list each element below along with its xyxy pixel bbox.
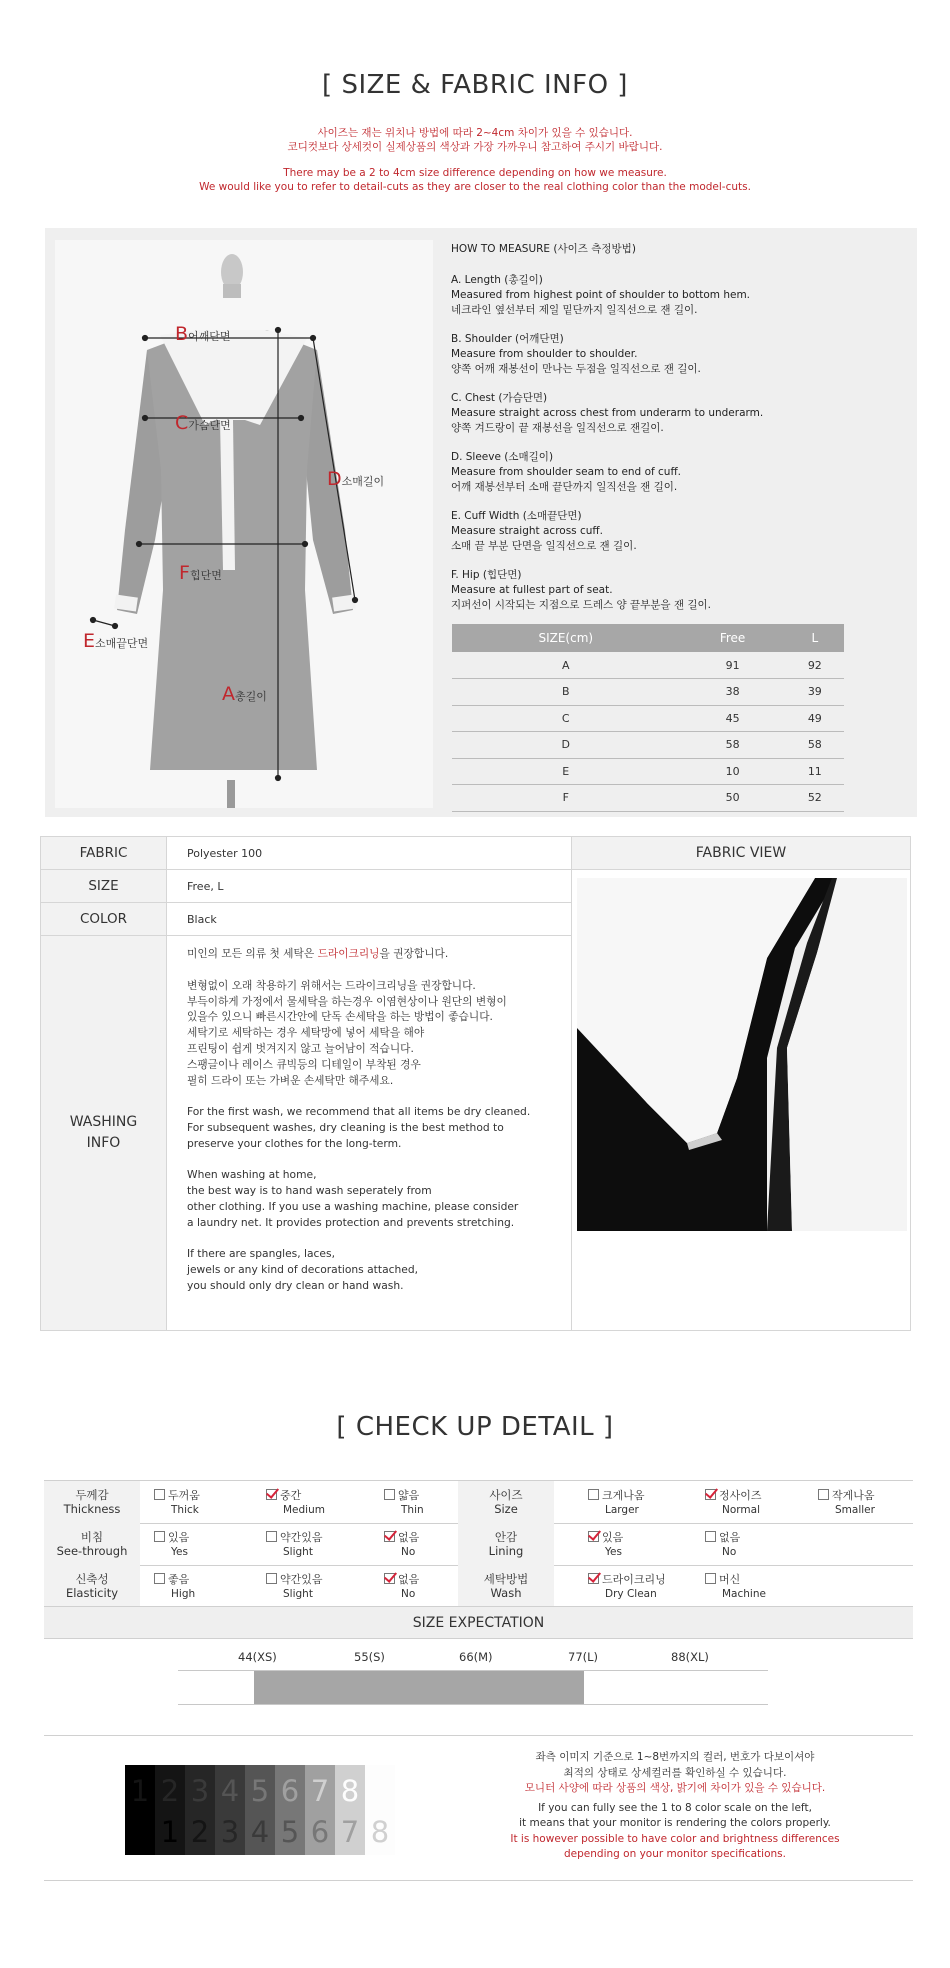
measure-item-e: E. Cuff Width (소매끝단면) Measure straight across cuff. 소매 끝 부분 단면을 일직선으로 잰 길이.	[451, 510, 637, 552]
option-label-ko: 없음	[398, 1531, 420, 1544]
check-option-normal[interactable]	[705, 1489, 762, 1517]
check-option-smaller[interactable]	[818, 1489, 875, 1517]
color-swatch: 6 5	[275, 1765, 305, 1855]
check-label-ko: 세탁방법	[483, 1572, 529, 1586]
checked-checkbox-icon[interactable]	[588, 1531, 599, 1542]
color-note-en-red-2: depending on your monitor specifications.	[564, 1848, 786, 1860]
check-option-dry-clean[interactable]	[588, 1573, 666, 1601]
option-label-en: Yes	[605, 1546, 622, 1558]
size-scale-l: 77(L)	[568, 1650, 599, 1664]
option-label-en: Slight	[283, 1588, 313, 1600]
color-scale	[125, 1765, 397, 1855]
checkbox-icon[interactable]	[266, 1573, 277, 1584]
color-note-en-2: it means that your monitor is rendering the colors properly.	[519, 1817, 831, 1829]
size-scale-xl: 88(XL)	[671, 1650, 709, 1664]
option-label-en: Normal	[722, 1504, 760, 1516]
check-option-thick[interactable]	[154, 1489, 200, 1517]
size-notes-en	[0, 166, 950, 194]
option-label-en: Smaller	[835, 1504, 875, 1516]
size-value: Free, L	[166, 869, 572, 903]
check-label-ko: 두께감	[75, 1488, 109, 1502]
check-label-en: Thickness	[63, 1502, 121, 1516]
color-swatch: 3 2	[185, 1765, 215, 1855]
size-label: SIZE	[40, 869, 167, 903]
check-option-slight[interactable]	[266, 1531, 323, 1559]
table-row: F 50 52	[452, 785, 844, 812]
table-row: D 58 58	[452, 732, 844, 759]
check-label-thickness	[44, 1481, 140, 1523]
color-value: Black	[166, 902, 572, 936]
checked-checkbox-icon[interactable]	[705, 1489, 716, 1500]
check-option-slight[interactable]	[266, 1573, 323, 1601]
check-option-machine[interactable]	[705, 1573, 766, 1601]
check-option-yes[interactable]	[588, 1531, 623, 1559]
check-option-high[interactable]	[154, 1573, 195, 1601]
color-swatch: 7 6	[305, 1765, 335, 1855]
washing-text: 변형없이 오래 착용하기 위해서는 드라이크리닝을 권장합니다. 부득이하게 가정에서 물세탁을 하는경우 이염현상이나 원단의 변형이 있을수 있으니 빠른시간안에 단독 손세탁을 하는 방법이 좋습니다. 세탁기로 세탁하는 경우 세탁망에 넣어 세탁을 해야 프린팅이 쉽게 벗겨지지 않고 늘어남이 적습니다. 스팽글이나 레이스 큐빅등의 디테일이 부착된 경우 필히 드라이 또는 가벼운 손세탁만 해주세요. For the first wash, we recommend that all items be dry cleaned. For subsequent washes, dry cleaning is the best method to preserve your clothes for the long-term. When washing at home, the best way is to hand wash seperately from other clothing. If you use a washing machine, please consider a laundry net. It provides protection and prevents stretching. If there are spangles, laces, jewels or any kind of decorations attached, you should only dry clean or hand wash.	[187, 978, 531, 1292]
option-label-ko: 작게나옴	[832, 1489, 875, 1502]
table-row: E 10 11	[452, 758, 844, 785]
color-note-en-red-1: It is however possible to have color and brightness differences	[510, 1832, 840, 1845]
table-row: A 91 92	[452, 652, 844, 679]
size-scale-xs: 44(XS)	[238, 1650, 277, 1664]
color-swatch: 1	[125, 1765, 155, 1855]
checkbox-icon[interactable]	[154, 1573, 165, 1584]
fabric-info-table	[40, 836, 911, 1331]
measure-item-c: C. Chest (가슴단면) Measure straight across chest from underarm to underarm. 양쪽 겨드랑이 끝 재봉선을 일직선으로 잰길이.	[451, 392, 764, 434]
color-label: COLOR	[40, 902, 167, 936]
check-label-ko: 사이즈	[489, 1488, 523, 1502]
option-label-ko: 있음	[168, 1531, 190, 1544]
checkbox-icon[interactable]	[384, 1489, 395, 1500]
option-label-ko: 얇음	[398, 1489, 420, 1502]
option-label-en: Machine	[722, 1588, 766, 1600]
option-label-en: Dry Clean	[605, 1588, 657, 1600]
option-label-ko: 좋음	[168, 1573, 190, 1586]
note-en-2: We would like you to refer to detail-cuts as they are closer to the real clothing color than the model-cuts.	[199, 181, 751, 193]
option-label-en: Medium	[283, 1504, 325, 1516]
header-l: L	[786, 624, 844, 652]
color-note-ko-1: 좌측 이미지 기준으로 1~8번까지의 컬러, 번호가 다보이셔야	[535, 1751, 815, 1763]
check-label-en: Size	[494, 1502, 518, 1516]
check-label-en: Lining	[488, 1544, 524, 1558]
how-to-measure-heading: HOW TO MEASURE (사이즈 측정방법)	[451, 243, 636, 255]
label-f: F힙단면	[179, 562, 222, 584]
measure-item-f: F. Hip (힙단면) Measure at fullest part of seat. 지퍼선이 시작되는 지점으로 드레스 양 끝부분을 잰 길이.	[451, 569, 711, 611]
color-note-ko-2: 최적의 상태로 상세컬러를 확인하실 수 있습니다.	[563, 1766, 787, 1779]
option-label-ko: 크게나옴	[602, 1489, 645, 1502]
check-label-size	[458, 1481, 554, 1523]
checked-checkbox-icon[interactable]	[266, 1489, 277, 1500]
option-label-ko: 중간	[280, 1489, 302, 1502]
checkbox-icon[interactable]	[266, 1531, 277, 1542]
color-swatch: 2 1	[155, 1765, 185, 1855]
color-swatch: 8 7	[335, 1765, 365, 1855]
fabric-view-image	[577, 878, 907, 1231]
size-table	[452, 624, 844, 812]
option-label-ko: 약간있음	[280, 1531, 323, 1544]
check-label-ko: 신축성	[75, 1572, 109, 1586]
dress-diagram-svg	[55, 240, 433, 808]
note-en-1: There may be a 2 to 4cm size difference depending on how we measure.	[283, 167, 667, 179]
check-label-en: See-through	[56, 1544, 128, 1558]
size-diagram	[55, 240, 433, 808]
check-label-lining	[458, 1523, 554, 1565]
option-label-en: No	[401, 1546, 416, 1558]
size-expectation-label: SIZE EXPECTATION	[44, 1606, 913, 1639]
option-label-ko: 없음	[398, 1573, 420, 1586]
option-label-ko: 약간있음	[280, 1573, 323, 1586]
page-title: [ SIZE & FABRIC INFO ]	[322, 70, 628, 100]
check-label-ko: 안감	[494, 1530, 518, 1544]
option-label-en: No	[401, 1588, 416, 1600]
option-label-ko: 두꺼움	[168, 1489, 200, 1502]
color-swatch: 8	[365, 1765, 395, 1855]
size-table-header	[452, 624, 844, 652]
fabric-value: Polyester 100	[166, 836, 572, 870]
check-label-see-through	[44, 1523, 140, 1565]
color-note-en-1: If you can fully see the 1 to 8 color scale on the left,	[538, 1801, 812, 1814]
option-label-en: Yes	[171, 1546, 188, 1558]
checkbox-icon[interactable]	[705, 1573, 716, 1584]
check-label-wash	[458, 1565, 554, 1607]
size-notes-ko	[0, 126, 950, 154]
check-option-medium[interactable]	[266, 1489, 325, 1517]
fabric-view-label: FABRIC VIEW	[571, 836, 911, 870]
check-label-en: Wash	[490, 1586, 522, 1600]
option-label-en: Larger	[605, 1504, 639, 1516]
label-d: D소매길이	[327, 468, 385, 490]
note-ko-2: 코디컷보다 상세컷이 실제상품의 색상과 가장 가까우니 참고하여 주시기 바랍니다.	[287, 141, 663, 153]
label-e: E소매끝단면	[83, 630, 149, 652]
color-swatch: 4 3	[215, 1765, 245, 1855]
checkbox-icon[interactable]	[818, 1489, 829, 1500]
option-label-ko: 있음	[602, 1531, 624, 1544]
option-label-ko: 정사이즈	[719, 1489, 762, 1502]
check-option-larger[interactable]	[588, 1489, 645, 1517]
note-ko-1: 사이즈는 재는 위치나 방법에 따라 2~4cm 차이가 있을 수 있습니다.	[317, 127, 633, 139]
check-label-ko: 비침	[80, 1530, 104, 1544]
label-b: B어깨단면	[175, 323, 231, 345]
checked-checkbox-icon[interactable]	[588, 1573, 599, 1584]
how-to-measure	[451, 242, 851, 627]
size-range-bar	[254, 1671, 584, 1704]
header-size: SIZE(cm)	[452, 624, 680, 652]
color-scale-notes	[440, 1750, 910, 1863]
checked-checkbox-icon[interactable]	[384, 1531, 395, 1542]
check-option-yes[interactable]	[154, 1531, 189, 1559]
check-option-no[interactable]	[384, 1531, 419, 1559]
check-option-thin[interactable]	[384, 1489, 424, 1517]
washing-intro: 미인의 모든 의류 첫 세탁은 드라이크리닝을 권장합니다.	[187, 947, 449, 960]
option-label-en: High	[171, 1588, 196, 1600]
checkbox-icon[interactable]	[154, 1531, 165, 1542]
check-label-en: Elasticity	[65, 1586, 119, 1600]
check-option-no[interactable]	[384, 1573, 419, 1601]
table-row: C 45 49	[452, 705, 844, 732]
table-row: B 38 39	[452, 679, 844, 706]
header-free: Free	[680, 624, 786, 652]
fabric-label: FABRIC	[40, 836, 167, 870]
check-option-no[interactable]	[705, 1531, 740, 1559]
option-label-en: Slight	[283, 1546, 313, 1558]
option-label-ko: 없음	[719, 1531, 741, 1544]
washing-info	[166, 935, 572, 1331]
check-label-elasticity	[44, 1565, 140, 1607]
option-label-ko: 드라이크리닝	[602, 1573, 666, 1586]
check-up-title: [ CHECK UP DETAIL ]	[336, 1412, 614, 1442]
label-c: C가슴단면	[175, 412, 231, 434]
option-label-en: Thick	[171, 1504, 199, 1516]
size-scale-m: 66(M)	[459, 1650, 493, 1664]
size-scale-s: 55(S)	[354, 1650, 385, 1664]
washing-label: WASHING INFO	[40, 935, 167, 1331]
measure-item-d: D. Sleeve (소매길이) Measure from shoulder seam to end of cuff. 어깨 재봉선부터 소매 끝단까지 일직선을 잰 길이.	[451, 451, 682, 493]
option-label-en: No	[722, 1546, 737, 1558]
checkbox-icon[interactable]	[705, 1531, 716, 1542]
measure-item-b: B. Shoulder (어깨단면) Measure from shoulder to shoulder. 양쪽 어깨 재봉선이 만나는 두점을 일직선으로 잰 길이.	[451, 333, 701, 375]
color-swatch: 5 4	[245, 1765, 275, 1855]
measure-item-a: A. Length (총길이) Measured from highest point of shoulder to bottom hem. 네크라인 옆선부터 제일 밑단까지 일직선으로 잰 길이.	[451, 274, 751, 316]
option-label-ko: 머신	[719, 1573, 741, 1586]
label-a: A총길이	[222, 683, 267, 705]
checkbox-icon[interactable]	[588, 1489, 599, 1500]
color-note-ko-red: 모니터 사양에 따라 상품의 색상, 밝기에 차이가 있을 수 있습니다.	[524, 1782, 826, 1794]
checked-checkbox-icon[interactable]	[384, 1573, 395, 1584]
checkbox-icon[interactable]	[154, 1489, 165, 1500]
option-label-en: Thin	[401, 1504, 424, 1516]
mannequin-stand	[227, 780, 235, 808]
